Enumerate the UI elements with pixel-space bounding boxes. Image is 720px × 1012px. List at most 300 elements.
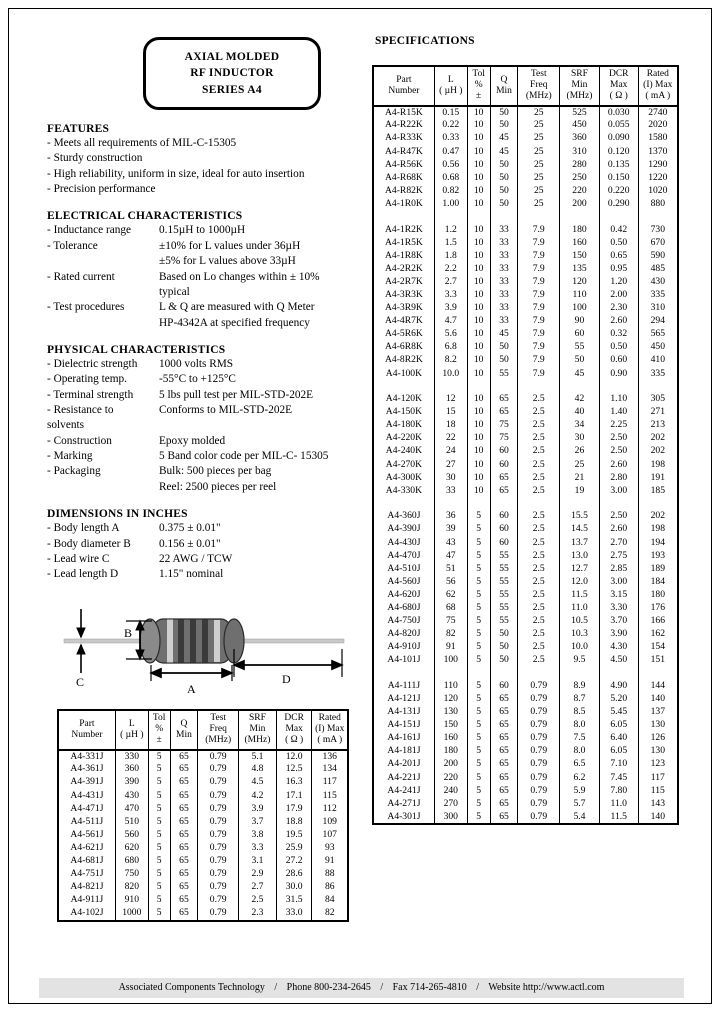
cell-tolerance: 10 bbox=[467, 393, 490, 406]
cell-tolerance: 5 bbox=[148, 815, 170, 828]
cell-rated-current: 176 bbox=[638, 602, 678, 615]
physical-key: - Marking bbox=[47, 450, 93, 463]
cell-srf-min: 14.5 bbox=[560, 523, 600, 536]
cell-inductance: 430 bbox=[115, 789, 148, 802]
cell-dcr-max: 12.0 bbox=[276, 750, 312, 763]
cell-tolerance: 10 bbox=[467, 171, 490, 184]
cell-test-freq: 0.79 bbox=[198, 894, 239, 907]
cell-rated-current: 130 bbox=[638, 719, 678, 732]
cell-tolerance: 5 bbox=[467, 641, 490, 654]
cell-dcr-max: 17.1 bbox=[276, 789, 312, 802]
cell-rated-current: 2020 bbox=[638, 119, 678, 132]
cell-srf-min: 12.7 bbox=[560, 562, 600, 575]
cell-srf-min: 2.3 bbox=[239, 907, 277, 920]
cell-q-min: 65 bbox=[490, 693, 518, 706]
cell-test-freq: 7.9 bbox=[518, 236, 560, 249]
cell-q-min: 60 bbox=[490, 458, 518, 471]
cell-q-min: 65 bbox=[490, 758, 518, 771]
electrical-key: - Test procedures bbox=[47, 301, 125, 314]
cell-dcr-max: 1.40 bbox=[599, 406, 638, 419]
physical-row bbox=[47, 403, 359, 418]
cell-q-min: 65 bbox=[170, 776, 198, 789]
cell-test-freq: 0.79 bbox=[518, 693, 560, 706]
cell-part-number: A4-750J bbox=[373, 615, 434, 628]
table-row bbox=[373, 811, 678, 824]
cell-tolerance: 5 bbox=[148, 750, 170, 763]
cell-srf-min: 4.2 bbox=[239, 789, 277, 802]
cell-srf-min: 3.9 bbox=[239, 802, 277, 815]
cell-rated-current: 2740 bbox=[638, 106, 678, 119]
cell-rated-current: 134 bbox=[312, 763, 348, 776]
cell-srf-min: 450 bbox=[560, 119, 600, 132]
dimension-key: - Body diameter B bbox=[47, 537, 131, 550]
specifications-table bbox=[372, 65, 679, 825]
column-header-q-min: Q Min bbox=[170, 710, 198, 750]
cell-q-min: 65 bbox=[170, 802, 198, 815]
cell-dcr-max: 0.120 bbox=[599, 145, 638, 158]
cell-tolerance: 5 bbox=[467, 523, 490, 536]
cell-part-number: A4-241J bbox=[373, 784, 434, 797]
cell-q-min: 50 bbox=[490, 119, 518, 132]
cell-q-min: 75 bbox=[490, 419, 518, 432]
cell-part-number: A4-391J bbox=[58, 776, 115, 789]
table-row bbox=[58, 842, 348, 855]
cell-dcr-max: 0.090 bbox=[599, 132, 638, 145]
cell-tolerance: 10 bbox=[467, 315, 490, 328]
cell-rated-current: 166 bbox=[638, 615, 678, 628]
cell-srf-min: 6.5 bbox=[560, 758, 600, 771]
cell-test-freq: 0.79 bbox=[198, 868, 239, 881]
cell-test-freq: 0.79 bbox=[518, 797, 560, 810]
physical-key: - Resistance to bbox=[47, 404, 114, 417]
cell-srf-min: 135 bbox=[560, 262, 600, 275]
electrical-key bbox=[47, 285, 159, 300]
cell-test-freq: 2.5 bbox=[518, 523, 560, 536]
cell-dcr-max: 0.030 bbox=[599, 106, 638, 119]
table-row bbox=[373, 784, 678, 797]
cell-rated-current: 93 bbox=[312, 842, 348, 855]
table-row bbox=[373, 719, 678, 732]
cell-test-freq: 0.79 bbox=[518, 811, 560, 824]
cell-inductance: 240 bbox=[434, 784, 467, 797]
cell-part-number: A4-680J bbox=[373, 602, 434, 615]
table-row bbox=[373, 523, 678, 536]
cell-srf-min: 60 bbox=[560, 328, 600, 341]
cell-q-min: 65 bbox=[170, 763, 198, 776]
cell-dcr-max: 3.00 bbox=[599, 484, 638, 497]
cell-rated-current: 151 bbox=[638, 654, 678, 667]
cell-part-number: A4-221J bbox=[373, 771, 434, 784]
cell-srf-min: 13.7 bbox=[560, 536, 600, 549]
table-row bbox=[373, 198, 678, 211]
cell-srf-min: 90 bbox=[560, 315, 600, 328]
cell-inductance: 330 bbox=[115, 750, 148, 763]
physical-row bbox=[47, 480, 359, 495]
cell-part-number: A4-1R8K bbox=[373, 249, 434, 262]
cell-dcr-max: 30.0 bbox=[276, 881, 312, 894]
cell-part-number: A4-181J bbox=[373, 745, 434, 758]
cell-rated-current: 730 bbox=[638, 223, 678, 236]
cell-dcr-max: 31.5 bbox=[276, 894, 312, 907]
physical-key: - Dielectric strength bbox=[47, 357, 138, 370]
inductor-dimension-diagram bbox=[54, 601, 354, 705]
table-row bbox=[373, 171, 678, 184]
cell-dcr-max: 3.15 bbox=[599, 589, 638, 602]
cell-tolerance: 10 bbox=[467, 262, 490, 275]
cell-part-number: A4-161J bbox=[373, 732, 434, 745]
feature-item: - Meets all requirements of MIL-C-15305 bbox=[47, 136, 237, 149]
cell-q-min: 65 bbox=[170, 881, 198, 894]
cell-rated-current: 91 bbox=[312, 855, 348, 868]
dimension-value: 0.375 ± 0.01" bbox=[159, 522, 221, 535]
cell-q-min: 65 bbox=[170, 829, 198, 842]
cell-rated-current: 117 bbox=[312, 776, 348, 789]
electrical-list bbox=[47, 223, 359, 331]
cell-tolerance: 10 bbox=[467, 341, 490, 354]
physical-key: solvents bbox=[47, 419, 85, 432]
cell-tolerance: 5 bbox=[467, 654, 490, 667]
cell-dcr-max: 11.5 bbox=[599, 811, 638, 824]
cell-q-min: 55 bbox=[490, 615, 518, 628]
cell-tolerance: 5 bbox=[148, 855, 170, 868]
cell-inductance: 10.0 bbox=[434, 367, 467, 380]
cell-test-freq: 0.79 bbox=[198, 881, 239, 894]
cell-rated-current: 126 bbox=[638, 732, 678, 745]
column-header-test-freq: Test Freq (MHz) bbox=[198, 710, 239, 750]
table-row bbox=[373, 132, 678, 145]
datasheet-page bbox=[8, 8, 712, 1004]
cell-tolerance: 5 bbox=[467, 745, 490, 758]
cell-q-min: 65 bbox=[490, 406, 518, 419]
cell-q-min: 65 bbox=[490, 784, 518, 797]
cell-inductance: 150 bbox=[434, 719, 467, 732]
dimension-value: 1.15" nominal bbox=[159, 568, 224, 581]
cell-dcr-max: 0.150 bbox=[599, 171, 638, 184]
cell-srf-min: 25 bbox=[560, 458, 600, 471]
cell-part-number: A4-331J bbox=[58, 750, 115, 763]
cell-rated-current: 430 bbox=[638, 276, 678, 289]
cell-srf-min: 6.2 bbox=[560, 771, 600, 784]
cell-srf-min: 5.1 bbox=[239, 750, 277, 763]
cell-q-min: 50 bbox=[490, 185, 518, 198]
cell-q-min: 50 bbox=[490, 654, 518, 667]
cell-q-min: 55 bbox=[490, 562, 518, 575]
cell-part-number: A4-301J bbox=[373, 811, 434, 824]
cell-q-min: 65 bbox=[170, 789, 198, 802]
footer-separator: / bbox=[380, 982, 384, 993]
title-line-2: RF INDUCTOR bbox=[190, 67, 274, 80]
cell-inductance: 0.82 bbox=[434, 185, 467, 198]
diagram-label-a: A bbox=[187, 682, 196, 696]
feature-item: - Sturdy construction bbox=[47, 152, 143, 165]
table-row bbox=[58, 750, 348, 763]
cell-rated-current: 335 bbox=[638, 289, 678, 302]
table-row bbox=[373, 536, 678, 549]
cell-dcr-max: 16.3 bbox=[276, 776, 312, 789]
cell-tolerance: 10 bbox=[467, 302, 490, 315]
cell-dcr-max: 2.50 bbox=[599, 432, 638, 445]
cell-tolerance: 10 bbox=[467, 185, 490, 198]
physical-row bbox=[47, 449, 359, 464]
cell-part-number: A4-3R3K bbox=[373, 289, 434, 302]
physical-heading: PHYSICAL CHARACTERISTICS bbox=[47, 343, 226, 356]
cell-test-freq: 2.5 bbox=[518, 419, 560, 432]
cell-test-freq: 2.5 bbox=[518, 602, 560, 615]
physical-value: -55°C to +125°C bbox=[159, 373, 236, 386]
cell-test-freq: 0.79 bbox=[198, 776, 239, 789]
cell-dcr-max: 0.290 bbox=[599, 198, 638, 211]
cell-rated-current: 271 bbox=[638, 406, 678, 419]
physical-row bbox=[47, 434, 359, 449]
table-row bbox=[58, 855, 348, 868]
cell-part-number: A4-621J bbox=[58, 842, 115, 855]
table-group-separator bbox=[373, 380, 678, 392]
cell-q-min: 65 bbox=[490, 732, 518, 745]
cell-inductance: 91 bbox=[434, 641, 467, 654]
table-row bbox=[373, 458, 678, 471]
cell-dcr-max: 2.80 bbox=[599, 471, 638, 484]
cell-rated-current: 117 bbox=[638, 771, 678, 784]
cell-q-min: 33 bbox=[490, 262, 518, 275]
cell-part-number: A4-R22K bbox=[373, 119, 434, 132]
cell-rated-current: 189 bbox=[638, 562, 678, 575]
cell-dcr-max: 33.0 bbox=[276, 907, 312, 920]
cell-srf-min: 3.1 bbox=[239, 855, 277, 868]
table-row bbox=[58, 894, 348, 907]
cell-tolerance: 5 bbox=[467, 719, 490, 732]
cell-inductance: 6.8 bbox=[434, 341, 467, 354]
cell-part-number: A4-3R9K bbox=[373, 302, 434, 315]
cell-srf-min: 180 bbox=[560, 223, 600, 236]
cell-tolerance: 10 bbox=[467, 458, 490, 471]
cell-part-number: A4-201J bbox=[373, 758, 434, 771]
cell-tolerance: 5 bbox=[148, 881, 170, 894]
cell-dcr-max: 28.6 bbox=[276, 868, 312, 881]
diagram-label-b: B bbox=[124, 626, 133, 640]
cell-inductance: 0.15 bbox=[434, 106, 467, 119]
cell-rated-current: 202 bbox=[638, 445, 678, 458]
column-header-test-freq: Test Freq (MHz) bbox=[518, 66, 560, 106]
cell-srf-min: 12.0 bbox=[560, 575, 600, 588]
cell-srf-min: 4.8 bbox=[239, 763, 277, 776]
cell-part-number: A4-430J bbox=[373, 536, 434, 549]
cell-tolerance: 10 bbox=[467, 432, 490, 445]
cell-part-number: A4-100K bbox=[373, 367, 434, 380]
cell-part-number: A4-R82K bbox=[373, 185, 434, 198]
cell-tolerance: 5 bbox=[467, 693, 490, 706]
cell-test-freq: 25 bbox=[518, 185, 560, 198]
cell-inductance: 0.68 bbox=[434, 171, 467, 184]
physical-key: - Construction bbox=[47, 434, 112, 447]
column-header-srf-min: SRF Min (MHz) bbox=[239, 710, 277, 750]
cell-part-number: A4-121J bbox=[373, 693, 434, 706]
column-header-inductance: L ( µH ) bbox=[434, 66, 467, 106]
cell-q-min: 55 bbox=[490, 575, 518, 588]
electrical-heading: ELECTRICAL CHARACTERISTICS bbox=[47, 210, 243, 223]
cell-test-freq: 0.79 bbox=[518, 719, 560, 732]
cell-rated-current: 1220 bbox=[638, 171, 678, 184]
cell-rated-current: 410 bbox=[638, 354, 678, 367]
dimension-row bbox=[47, 567, 359, 582]
cell-tolerance: 5 bbox=[467, 771, 490, 784]
cell-dcr-max: 5.45 bbox=[599, 706, 638, 719]
cell-dcr-max: 2.00 bbox=[599, 289, 638, 302]
electrical-row bbox=[47, 316, 359, 331]
cell-test-freq: 2.5 bbox=[518, 510, 560, 523]
cell-test-freq: 2.5 bbox=[518, 445, 560, 458]
cell-tolerance: 5 bbox=[467, 784, 490, 797]
cell-tolerance: 10 bbox=[467, 445, 490, 458]
cell-part-number: A4-150K bbox=[373, 406, 434, 419]
cell-dcr-max: 0.32 bbox=[599, 328, 638, 341]
cell-q-min: 65 bbox=[490, 484, 518, 497]
table-group-separator bbox=[373, 211, 678, 223]
cell-inductance: 750 bbox=[115, 868, 148, 881]
cell-rated-current: 123 bbox=[638, 758, 678, 771]
physical-value: Conforms to MIL-STD-202E bbox=[159, 404, 293, 417]
cell-dcr-max: 4.90 bbox=[599, 680, 638, 693]
cell-part-number: A4-151J bbox=[373, 719, 434, 732]
cell-part-number: A4-8R2K bbox=[373, 354, 434, 367]
table-row bbox=[373, 562, 678, 575]
cell-rated-current: 198 bbox=[638, 458, 678, 471]
cell-part-number: A4-620J bbox=[373, 589, 434, 602]
cell-tolerance: 5 bbox=[148, 894, 170, 907]
cell-test-freq: 0.79 bbox=[198, 750, 239, 763]
cell-test-freq: 0.79 bbox=[518, 732, 560, 745]
footer-website: Website http://www.actl.com bbox=[488, 982, 605, 993]
cell-dcr-max: 1.10 bbox=[599, 393, 638, 406]
electrical-key: - Tolerance bbox=[47, 239, 98, 252]
cell-part-number: A4-560J bbox=[373, 575, 434, 588]
cell-test-freq: 2.5 bbox=[518, 549, 560, 562]
cell-rated-current: 565 bbox=[638, 328, 678, 341]
cell-inductance: 3.3 bbox=[434, 289, 467, 302]
cell-dcr-max: 7.10 bbox=[599, 758, 638, 771]
electrical-key bbox=[47, 254, 159, 269]
cell-inductance: 820 bbox=[115, 881, 148, 894]
cell-srf-min: 525 bbox=[560, 106, 600, 119]
cell-tolerance: 10 bbox=[467, 471, 490, 484]
dimension-value: 22 AWG / TCW bbox=[159, 552, 233, 565]
cell-test-freq: 0.79 bbox=[518, 771, 560, 784]
table-row bbox=[58, 763, 348, 776]
electrical-value: 0.15µH to 1000µH bbox=[159, 224, 246, 237]
cell-srf-min: 11.0 bbox=[560, 602, 600, 615]
cell-srf-min: 3.3 bbox=[239, 842, 277, 855]
footer-fax: Fax 714-265-4810 bbox=[392, 982, 467, 993]
physical-row bbox=[47, 388, 359, 403]
cell-dcr-max: 6.40 bbox=[599, 732, 638, 745]
cell-test-freq: 25 bbox=[518, 158, 560, 171]
cell-srf-min: 5.4 bbox=[560, 811, 600, 824]
cell-tolerance: 5 bbox=[467, 732, 490, 745]
cell-tolerance: 10 bbox=[467, 106, 490, 119]
cell-test-freq: 2.5 bbox=[518, 641, 560, 654]
cell-inductance: 12 bbox=[434, 393, 467, 406]
footer-separator: / bbox=[274, 982, 278, 993]
cell-dcr-max: 3.90 bbox=[599, 628, 638, 641]
cell-srf-min: 110 bbox=[560, 289, 600, 302]
table-row bbox=[373, 354, 678, 367]
cell-tolerance: 5 bbox=[148, 789, 170, 802]
cell-dcr-max: 27.2 bbox=[276, 855, 312, 868]
cell-rated-current: 202 bbox=[638, 432, 678, 445]
cell-rated-current: 202 bbox=[638, 510, 678, 523]
cell-dcr-max: 18.8 bbox=[276, 815, 312, 828]
electrical-value: ±5% for L values above 33µH bbox=[159, 255, 296, 268]
cell-part-number: A4-1R0K bbox=[373, 198, 434, 211]
cell-srf-min: 45 bbox=[560, 367, 600, 380]
cell-rated-current: 144 bbox=[638, 680, 678, 693]
cell-q-min: 60 bbox=[490, 510, 518, 523]
physical-value: Epoxy molded bbox=[159, 434, 226, 447]
cell-rated-current: 112 bbox=[312, 802, 348, 815]
cell-part-number: A4-180K bbox=[373, 419, 434, 432]
cell-test-freq: 2.5 bbox=[518, 654, 560, 667]
cell-dcr-max: 0.135 bbox=[599, 158, 638, 171]
cell-dcr-max: 17.9 bbox=[276, 802, 312, 815]
cell-rated-current: 213 bbox=[638, 419, 678, 432]
cell-part-number: A4-911J bbox=[58, 894, 115, 907]
cell-dcr-max: 19.5 bbox=[276, 829, 312, 842]
footer-phone: Phone 800-234-2645 bbox=[286, 982, 371, 993]
cell-test-freq: 2.5 bbox=[518, 575, 560, 588]
cell-srf-min: 5.7 bbox=[560, 797, 600, 810]
cell-part-number: A4-2R2K bbox=[373, 262, 434, 275]
cell-rated-current: 670 bbox=[638, 236, 678, 249]
cell-rated-current: 82 bbox=[312, 907, 348, 920]
title-line-3: SERIES A4 bbox=[202, 83, 262, 96]
electrical-row bbox=[47, 223, 359, 238]
cell-tolerance: 5 bbox=[467, 680, 490, 693]
cell-test-freq: 2.5 bbox=[518, 562, 560, 575]
diagram-label-d: D bbox=[282, 672, 291, 686]
cell-inductance: 200 bbox=[434, 758, 467, 771]
cell-part-number: A4-681J bbox=[58, 855, 115, 868]
physical-key: - Packaging bbox=[47, 465, 101, 478]
cell-q-min: 65 bbox=[170, 868, 198, 881]
cell-test-freq: 2.5 bbox=[518, 615, 560, 628]
cell-test-freq: 2.5 bbox=[518, 406, 560, 419]
cell-dcr-max: 2.60 bbox=[599, 458, 638, 471]
cell-q-min: 55 bbox=[490, 589, 518, 602]
physical-value: Bulk: 500 pieces per bag bbox=[159, 465, 272, 478]
cell-rated-current: 180 bbox=[638, 589, 678, 602]
cell-dcr-max: 0.90 bbox=[599, 367, 638, 380]
cell-test-freq: 0.79 bbox=[198, 855, 239, 868]
cell-inductance: 5.6 bbox=[434, 328, 467, 341]
cell-rated-current: 140 bbox=[638, 693, 678, 706]
cell-q-min: 45 bbox=[490, 328, 518, 341]
specifications-table-container bbox=[372, 65, 679, 825]
table-row bbox=[373, 432, 678, 445]
physical-row bbox=[47, 464, 359, 479]
table-row bbox=[373, 484, 678, 497]
cell-inductance: 1.8 bbox=[434, 249, 467, 262]
cell-test-freq: 0.79 bbox=[518, 706, 560, 719]
cell-part-number: A4-6R8K bbox=[373, 341, 434, 354]
lead-wire-right bbox=[232, 639, 344, 643]
cell-inductance: 43 bbox=[434, 536, 467, 549]
cell-tolerance: 10 bbox=[467, 276, 490, 289]
cell-srf-min: 8.7 bbox=[560, 693, 600, 706]
cell-inductance: 4.7 bbox=[434, 315, 467, 328]
cell-q-min: 60 bbox=[490, 536, 518, 549]
cell-q-min: 50 bbox=[490, 641, 518, 654]
electrical-value: HP-4342A at specified frequency bbox=[159, 316, 310, 329]
table-row bbox=[373, 106, 678, 119]
